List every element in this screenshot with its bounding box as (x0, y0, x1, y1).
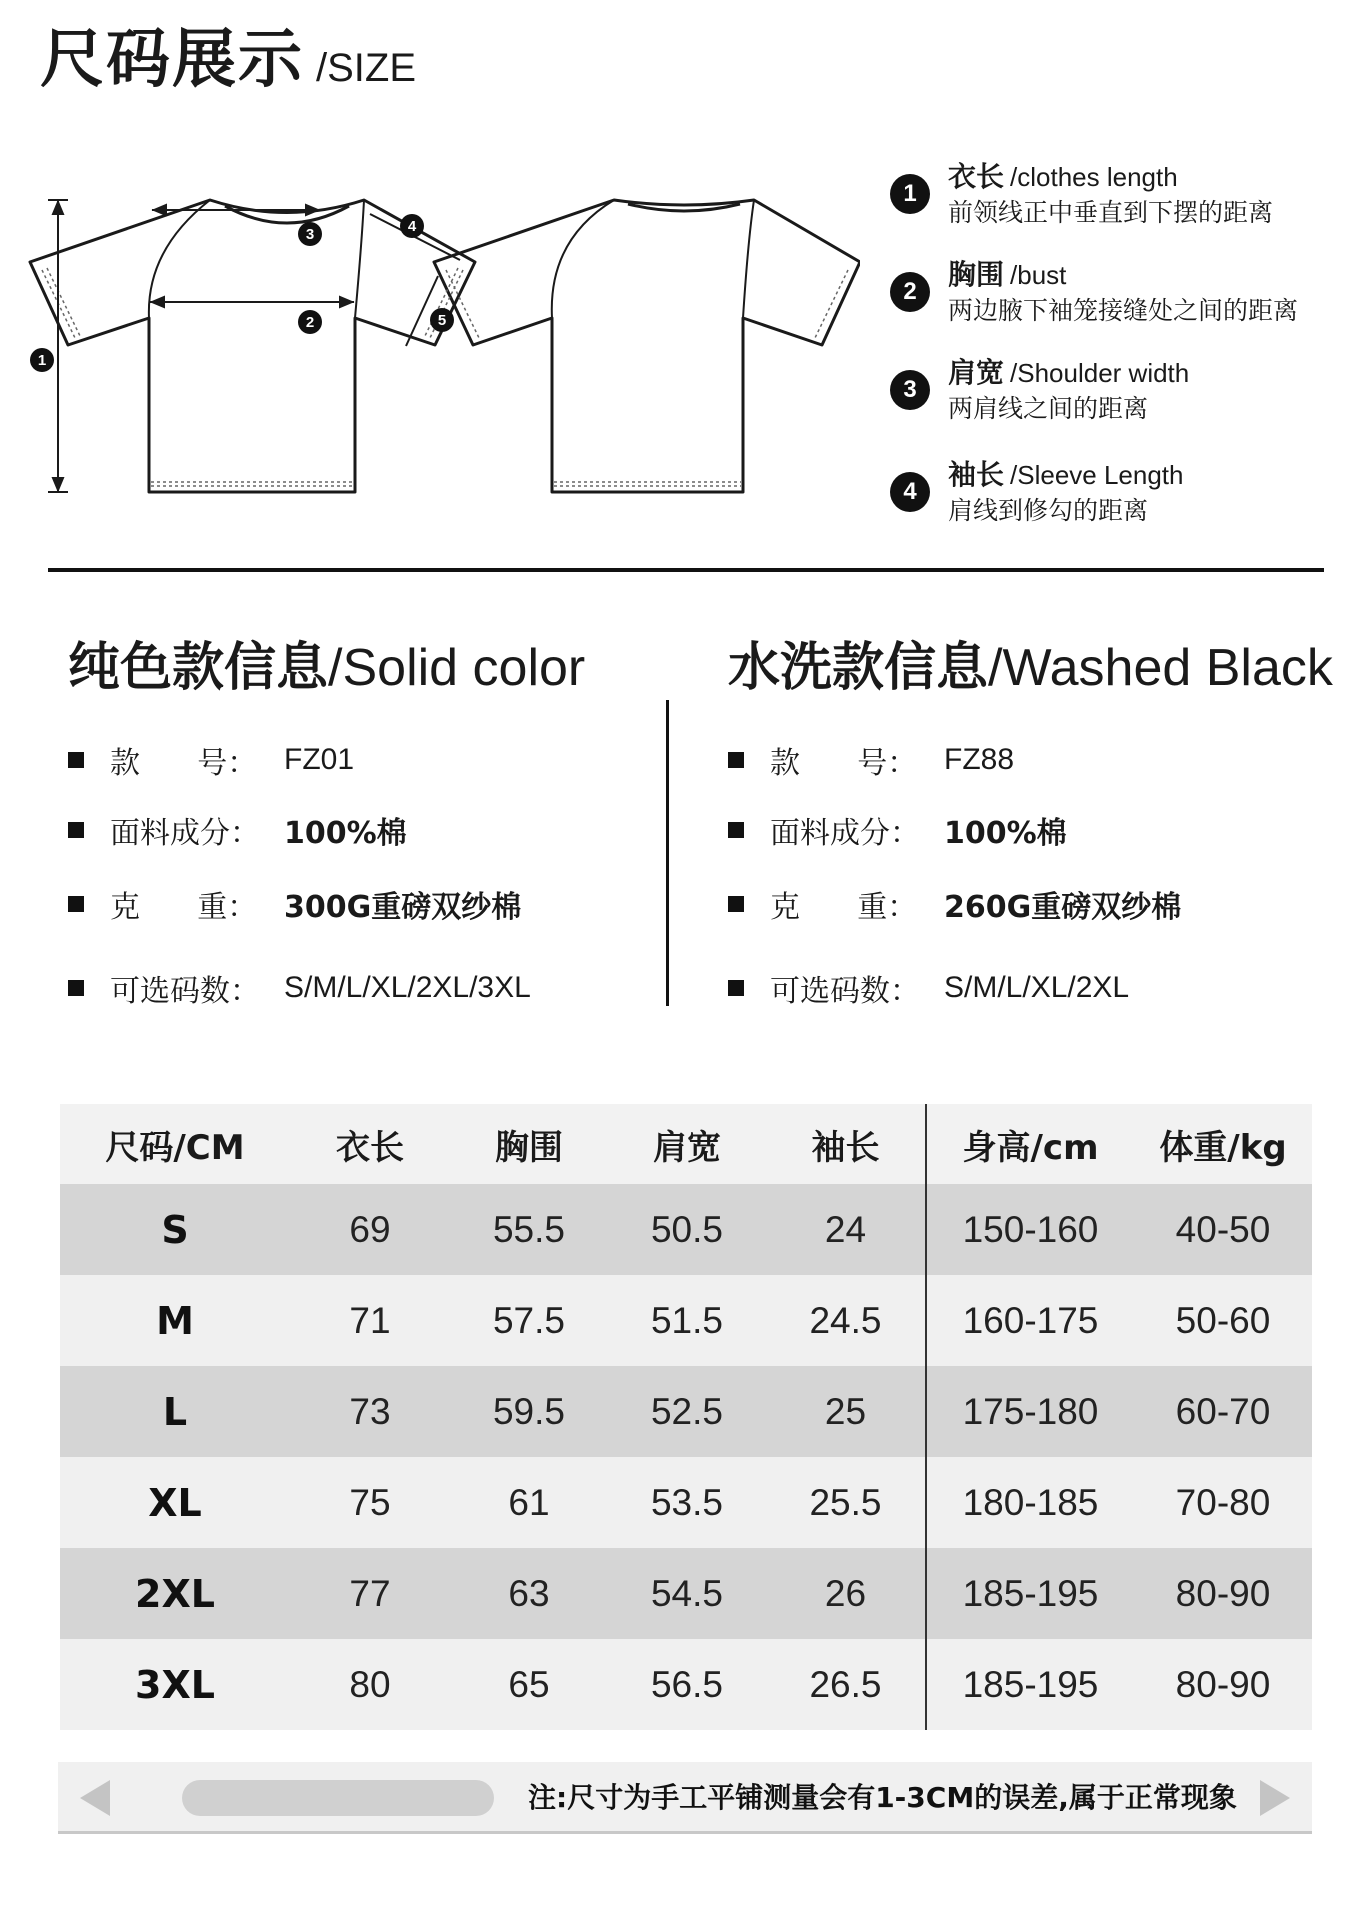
cell-bust: 55.5 (450, 1184, 608, 1275)
washed-heading-en: /Washed Black (988, 639, 1333, 697)
washed-weight-row (728, 882, 1181, 926)
washed-sizes-row (728, 966, 1129, 1010)
legend-title: 胸围 (948, 258, 1005, 291)
cell-bust: 61 (450, 1457, 608, 1548)
size-chart-table (60, 1104, 1312, 1730)
cell-sleeve: 25.5 (766, 1457, 926, 1548)
cell-length: 80 (290, 1639, 450, 1730)
cell-bust: 59.5 (450, 1366, 608, 1457)
scrollbar-thumb[interactable] (182, 1780, 494, 1816)
cell-sleeve: 26.5 (766, 1639, 926, 1730)
tshirt-measurement-diagram (20, 180, 860, 520)
cell-height: 180-185 (926, 1457, 1134, 1548)
row-label: 款 号： (110, 746, 258, 781)
cell-size: 3XL (60, 1639, 290, 1730)
washed-style-row (728, 738, 1014, 782)
legend-title-en: /Sleeve Length (1010, 460, 1184, 490)
cell-height: 150-160 (926, 1184, 1134, 1275)
legend-desc: 两边腋下袖笼接缝处之间的距离 (948, 295, 1299, 325)
legend-desc: 前领线正中垂直到下摆的距离 (948, 197, 1274, 227)
page-title-en: /SIZE (316, 46, 417, 90)
cell-size: L (60, 1366, 290, 1457)
cell-shoulder: 52.5 (608, 1366, 766, 1457)
row-value: S/M/L/XL/2XL (944, 971, 1130, 1004)
solid-heading (68, 640, 708, 697)
cell-length: 77 (290, 1548, 450, 1639)
marker-5: 5 (437, 312, 447, 329)
legend-item-shoulder (890, 356, 1189, 425)
solid-heading-cn: 纯色款信息 (68, 638, 329, 698)
table-row (60, 1457, 1312, 1548)
table-row (60, 1548, 1312, 1639)
cell-weight: 50-60 (1134, 1275, 1312, 1366)
cell-height: 185-195 (926, 1548, 1134, 1639)
cell-bust: 57.5 (450, 1275, 608, 1366)
row-label: 可选码数： (110, 974, 260, 1009)
cell-bust: 63 (450, 1548, 608, 1639)
cell-size: 2XL (60, 1548, 290, 1639)
cell-shoulder: 56.5 (608, 1639, 766, 1730)
cell-weight: 60-70 (1134, 1366, 1312, 1457)
legend-number: 1 (890, 174, 930, 214)
header-bust: 胸围 (450, 1104, 608, 1184)
legend-number: 2 (890, 272, 930, 312)
legend-item-sleeve (890, 458, 1183, 527)
solid-color-info (68, 638, 708, 1009)
legend-item-bust (890, 258, 1298, 327)
legend-desc: 两肩线之间的距离 (948, 393, 1149, 423)
row-label: 面料成分： (770, 816, 920, 851)
marker-4: 4 (407, 218, 417, 235)
row-value: FZ01 (284, 743, 355, 776)
bullet (728, 752, 744, 768)
bullet (728, 896, 744, 912)
cell-sleeve: 26 (766, 1548, 926, 1639)
cell-weight: 80-90 (1134, 1548, 1312, 1639)
legend-desc: 肩线到修勾的距离 (948, 495, 1149, 525)
bullet (68, 752, 84, 768)
cell-length: 75 (290, 1457, 450, 1548)
row-value: 100%棉 (944, 816, 1067, 851)
row-label: 面料成分： (110, 816, 260, 851)
footer-note: 注:尺寸为手工平铺测量会有1-3CM的误差,属于正常现象 (528, 1781, 1237, 1814)
arrow-left-icon[interactable] (80, 1780, 110, 1816)
legend-title: 袖长 (948, 458, 1005, 491)
cell-sleeve: 24 (766, 1184, 926, 1275)
table-row (60, 1275, 1312, 1366)
bullet (68, 980, 84, 996)
marker-2: 2 (305, 314, 315, 331)
legend-title: 肩宽 (948, 356, 1005, 389)
legend-title: 衣长 (948, 160, 1005, 193)
washed-heading-cn: 水洗款信息 (728, 638, 989, 698)
cell-shoulder: 50.5 (608, 1184, 766, 1275)
solid-sizes-row (68, 966, 531, 1010)
table-row (60, 1639, 1312, 1730)
cell-weight: 40-50 (1134, 1184, 1312, 1275)
arrow-right-icon[interactable] (1260, 1780, 1290, 1816)
cell-shoulder: 53.5 (608, 1457, 766, 1548)
cell-weight: 70-80 (1134, 1457, 1312, 1548)
washed-fabric-row (728, 808, 1067, 852)
cell-sleeve: 24.5 (766, 1275, 926, 1366)
cell-size: S (60, 1184, 290, 1275)
cell-shoulder: 51.5 (608, 1275, 766, 1366)
header-sleeve: 袖长 (766, 1104, 926, 1184)
row-label: 可选码数： (770, 974, 920, 1009)
solid-style-row (68, 738, 354, 782)
legend-title-en: /clothes length (1010, 162, 1178, 192)
cell-length: 73 (290, 1366, 450, 1457)
header-height: 身高/cm (926, 1104, 1134, 1184)
back-shirt-outline (434, 200, 860, 492)
page-title: 尺码展示 (40, 23, 304, 97)
solid-heading-en: /Solid color (328, 639, 586, 697)
section-divider (48, 568, 1324, 572)
cell-height: 175-180 (926, 1366, 1134, 1457)
header-shoulder: 肩宽 (608, 1104, 766, 1184)
cell-shoulder: 54.5 (608, 1548, 766, 1639)
bullet (728, 980, 744, 996)
table-row (60, 1366, 1312, 1457)
marker-3: 3 (305, 226, 315, 243)
solid-weight-row (68, 882, 521, 926)
legend-number: 4 (890, 472, 930, 512)
table-header-row (60, 1104, 1312, 1184)
washed-heading (728, 640, 1366, 697)
footer-note-bar (58, 1762, 1312, 1834)
table-row (60, 1184, 1312, 1275)
page-header (40, 23, 417, 97)
cell-length: 71 (290, 1275, 450, 1366)
header-weight: 体重/kg (1134, 1104, 1312, 1184)
cell-weight: 80-90 (1134, 1639, 1312, 1730)
row-value: 260G重磅双纱棉 (944, 890, 1182, 925)
legend-title-en: /bust (1010, 260, 1067, 290)
row-label: 克 重： (110, 890, 258, 925)
legend-item-length (890, 160, 1273, 229)
bullet (68, 822, 84, 838)
row-value: 100%棉 (284, 816, 407, 851)
cell-sleeve: 25 (766, 1366, 926, 1457)
row-label: 克 重： (770, 890, 918, 925)
legend-number: 3 (890, 370, 930, 410)
front-shirt-outline (30, 200, 475, 492)
bullet (728, 822, 744, 838)
row-value: 300G重磅双纱棉 (284, 890, 522, 925)
row-value: FZ88 (944, 743, 1015, 776)
row-label: 款 号： (770, 746, 918, 781)
cell-size: M (60, 1275, 290, 1366)
row-value: S/M/L/XL/2XL/3XL (284, 971, 531, 1004)
cell-height: 160-175 (926, 1275, 1134, 1366)
header-length: 衣长 (290, 1104, 450, 1184)
marker-1: 1 (37, 352, 47, 369)
cell-height: 185-195 (926, 1639, 1134, 1730)
washed-black-info (728, 638, 1366, 1009)
bullet (68, 896, 84, 912)
cell-bust: 65 (450, 1639, 608, 1730)
cell-length: 69 (290, 1184, 450, 1275)
legend-title-en: /Shoulder width (1010, 358, 1190, 388)
header-size: 尺码/CM (60, 1104, 290, 1184)
cell-size: XL (60, 1457, 290, 1548)
solid-fabric-row (68, 808, 407, 852)
column-divider (666, 700, 669, 1006)
